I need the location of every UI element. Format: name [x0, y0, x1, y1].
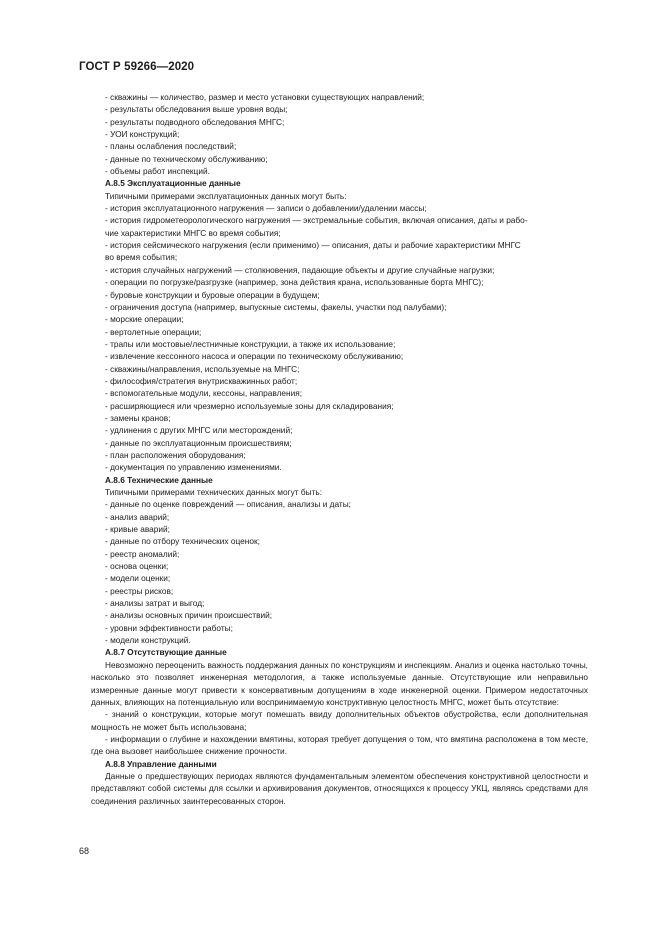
- list-item: - вспомогательные модули, кессоны, направления;: [91, 387, 588, 399]
- list-item: - модели конструкций.: [91, 634, 588, 646]
- list-item: - уровни эффективности работы;: [91, 622, 588, 634]
- list-item: - данные по отбору технических оценок;: [91, 535, 588, 547]
- list-item: - данные по эксплуатационным происшествиям;: [91, 437, 588, 449]
- list-item: - планы ослабления последствий;: [91, 140, 588, 152]
- list-item: - история гидрометеорологического нагружения — экстремальные события, включая описания, даты и рабо-: [91, 214, 588, 226]
- section-heading: А.8.8 Управление данными: [105, 758, 217, 769]
- list-item: - кривые аварий;: [91, 523, 588, 535]
- list-item: - реестры рисков;: [91, 585, 588, 597]
- section-heading: А.8.6 Технические данные: [105, 474, 213, 485]
- list-item: - морские операции;: [91, 313, 588, 325]
- paragraph: Невозможно переоценить важность поддержания данных по конструкциям и инспекциям. Анализ и оценка настолько точны, насколько это позволяет инженерная методология, а также используемые данные. Отсутствующие или неправильно измеренные данные могут привести к консервативным допущениям в ходе инженерной оценки. Примером недостаточных данных, влияющих на потенциальную или воспринимаемую конструктивную целостность МНГС, может быть отсутствие:: [91, 659, 588, 707]
- list-item: - основа оценки;: [91, 560, 588, 572]
- list-item: - анализ аварий;: [91, 511, 588, 523]
- list-item: - замены кранов;: [91, 412, 588, 424]
- list-item: - результаты обследования выше уровня воды;: [91, 103, 588, 115]
- list-item: - скважины — количество, размер и место установки существующих направлений;: [91, 91, 588, 103]
- list-item: - история сейсмического нагружения (если применимо) — описания, даты и рабочие характеристики МНГС: [91, 239, 588, 251]
- list-item: - операции по погрузке/разгрузке (например, зона действия крана, использованные борта МНГС);: [91, 276, 588, 288]
- list-item: - анализы затрат и выгод;: [91, 597, 588, 609]
- paragraph: Данные о предшествующих периодах являются фундаментальным элементом обеспечения конструктивной целостности и представляют собой системы для ссылки и архивирования документов, относящихся к процессу УКЦ, являясь средствами для соединения различных заинтересованных сторон.: [91, 770, 588, 806]
- intro-line: Типичными примерами эксплуатационных данных могут быть:: [105, 190, 347, 201]
- document-header: ГОСТ Р 59266—2020: [79, 61, 195, 73]
- section-heading: А.8.7 Отсутствующие данные: [105, 647, 227, 658]
- list-item-continuation: чие характеристики МНГС во время события;: [105, 227, 281, 238]
- list-item: - история эксплуатационного нагружения — записи о добавлении/удалении массы;: [91, 202, 588, 214]
- section-heading: А.8.5 Эксплуатационные данные: [105, 178, 241, 189]
- document-body: [91, 91, 588, 807]
- list-item: - философия/стратегия внутрискважинных работ;: [91, 375, 588, 387]
- list-item: - история случайных нагружений — столкновения, падающие объекты и другие случайные нагрузки;: [91, 264, 588, 276]
- list-item: - скважины/направления, используемые на МНГС;: [91, 363, 588, 375]
- intro-line: Типичными примерами технических данных могут быть:: [105, 487, 322, 497]
- list-item: - документация по управлению изменениями.: [91, 461, 588, 473]
- list-item: - расширяющиеся или чрезмерно используемые зоны для складирования;: [91, 400, 588, 412]
- list-item: - анализы основных причин происшествий;: [91, 609, 588, 621]
- list-item: - УОИ конструкций;: [91, 128, 588, 140]
- list-item: - данные по техническому обслуживанию;: [91, 153, 588, 165]
- list-item: - данные по оценке повреждений — описания, анализы и даты;: [91, 498, 588, 510]
- list-item: - извлечение кессонного насоса и операции по техническому обслуживанию;: [91, 350, 588, 362]
- list-item: - удлинения с других МНГС или месторождений;: [91, 424, 588, 436]
- list-item: - трапы или мостовые/лестничные конструкции, а также их использование;: [91, 338, 588, 350]
- paragraph: - знаний о конструкции, которые могут помешать ввиду дополнительных объектов обустройства, если дополнительная мощность не может быть использована;: [91, 709, 588, 732]
- list-item: - вертолетные операции;: [91, 326, 588, 338]
- list-item: - реестр аномалий;: [91, 548, 588, 560]
- list-item: - план расположения оборудования;: [91, 449, 588, 461]
- list-item: - буровые конструкции и буровые операции в будущем;: [91, 289, 588, 301]
- list-item: - ограничения доступа (например, выпускные системы, факелы, участки под палубами);: [91, 301, 588, 313]
- list-item: - модели оценки;: [91, 572, 588, 584]
- paragraph: - информации о глубине и нахождении вмятины, которая требует допущения о том, что вмятина расположена в том месте, где она вызовет наибольшее снижение прочности.: [91, 733, 588, 757]
- list-item-continuation: во время события;: [105, 252, 178, 263]
- list-item: - результаты подводного обследования МНГС;: [91, 116, 588, 128]
- page-number: 68: [79, 846, 90, 856]
- list-item: - объемы работ инспекций.: [91, 165, 588, 177]
